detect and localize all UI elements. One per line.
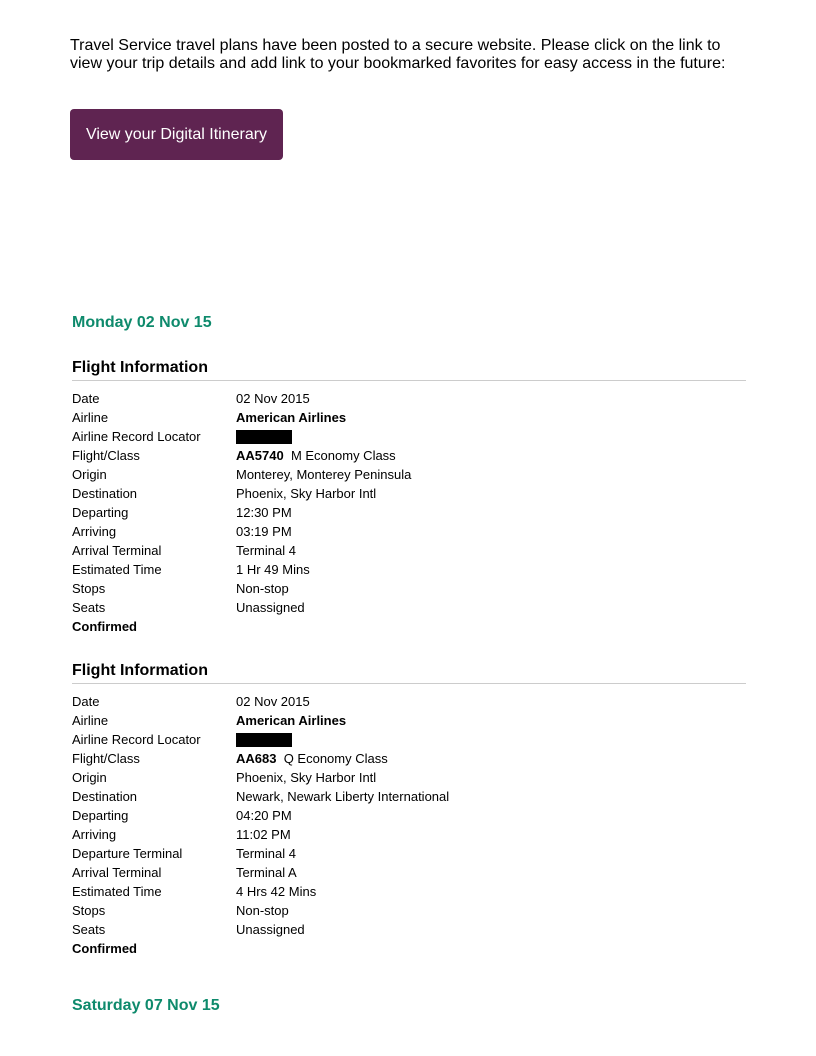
value-stops: Non-stop: [236, 581, 289, 596]
label-origin: Origin: [72, 467, 107, 482]
flight-details: [72, 692, 746, 958]
value-airline: American Airlines: [236, 410, 347, 425]
value-destination: Phoenix, Sky Harbor Intl: [236, 486, 377, 501]
row-arriving: [72, 825, 746, 844]
row-departing: [72, 503, 746, 522]
value-flight-class: [236, 749, 746, 768]
view-itinerary-button[interactable]: View your Digital Itinerary: [70, 109, 283, 160]
label-airline: Airline: [72, 713, 109, 728]
day-heading-monday: Monday 02 Nov 15: [72, 314, 212, 331]
row-arriving: [72, 522, 746, 541]
section-title: Flight Information: [72, 359, 746, 381]
redaction-bar: [236, 430, 292, 444]
row-date: [72, 389, 746, 408]
intro-text: [70, 37, 750, 73]
row-origin: [72, 465, 746, 484]
value-departure-terminal: Terminal 4: [236, 846, 296, 861]
intro-line-2: view your trip details and add link to your bookmarked favorites for easy access in the future:: [70, 55, 726, 72]
value-date: 02 Nov 2015: [236, 391, 310, 406]
label-arrival-terminal: Arrival Terminal: [72, 543, 162, 558]
value-record-locator: [236, 427, 746, 446]
label-destination: Destination: [72, 789, 138, 804]
row-flight-class: [72, 446, 746, 465]
row-seats: [72, 598, 746, 617]
row-flight-class: [72, 749, 746, 768]
value-record-locator: [236, 730, 746, 749]
label-departing: Departing: [72, 808, 129, 823]
label-departing: Departing: [72, 505, 129, 520]
value-departing: 12:30 PM: [236, 505, 292, 520]
label-record-locator: Airline Record Locator: [72, 732, 201, 747]
value-arriving: 11:02 PM: [236, 827, 291, 842]
row-origin: [72, 768, 746, 787]
status-confirmed: Confirmed: [72, 941, 137, 956]
label-estimated-time: Estimated Time: [72, 562, 162, 577]
value-origin: Monterey, Monterey Peninsula: [236, 467, 412, 482]
row-airline: [72, 711, 746, 730]
label-arriving: Arriving: [72, 827, 117, 842]
label-estimated-time: Estimated Time: [72, 884, 162, 899]
label-origin: Origin: [72, 770, 107, 785]
label-stops: Stops: [72, 903, 106, 918]
label-destination: Destination: [72, 486, 138, 501]
label-record-locator: Airline Record Locator: [72, 429, 201, 444]
label-departure-terminal: Departure Terminal: [72, 846, 183, 861]
value-flight-class: [236, 446, 746, 465]
status-confirmed: Confirmed: [72, 619, 137, 634]
row-destination: [72, 787, 746, 806]
row-destination: [72, 484, 746, 503]
intro-line-1: Travel Service travel plans have been posted to a secure website. Please click on the link to: [70, 37, 721, 54]
label-arriving: Arriving: [72, 524, 117, 539]
row-departing: [72, 806, 746, 825]
value-departing: 04:20 PM: [236, 808, 292, 823]
day-heading-saturday: Saturday 07 Nov 15: [72, 997, 220, 1014]
value-estimated-time: 4 Hrs 42 Mins: [236, 884, 317, 899]
row-estimated-time: [72, 560, 746, 579]
value-arrival-terminal: Terminal A: [236, 865, 297, 880]
label-date: Date: [72, 391, 100, 406]
row-arrival-terminal: [72, 863, 746, 882]
flight-number: AA683: [236, 751, 277, 766]
label-flight-class: Flight/Class: [72, 751, 140, 766]
section-title: Flight Information: [72, 662, 746, 684]
label-seats: Seats: [72, 922, 106, 937]
row-stops: [72, 901, 746, 920]
label-airline: Airline: [72, 410, 109, 425]
value-destination: Newark, Newark Liberty International: [236, 789, 450, 804]
row-arrival-terminal: [72, 541, 746, 560]
value-arriving: 03:19 PM: [236, 524, 292, 539]
label-date: Date: [72, 694, 100, 709]
label-stops: Stops: [72, 581, 106, 596]
value-origin: Phoenix, Sky Harbor Intl: [236, 770, 377, 785]
flight-class: Q Economy Class: [283, 751, 388, 766]
row-airline: [72, 408, 746, 427]
flight-number: AA5740: [236, 448, 284, 463]
value-seats: Unassigned: [236, 600, 305, 615]
value-seats: Unassigned: [236, 922, 305, 937]
flight-information-1: [72, 359, 746, 636]
value-stops: Non-stop: [236, 903, 289, 918]
label-flight-class: Flight/Class: [72, 448, 140, 463]
label-arrival-terminal: Arrival Terminal: [72, 865, 162, 880]
redaction-bar: [236, 733, 292, 747]
value-date: 02 Nov 2015: [236, 694, 310, 709]
value-arrival-terminal: Terminal 4: [236, 543, 296, 558]
flight-class: M Economy Class: [290, 448, 396, 463]
value-estimated-time: 1 Hr 49 Mins: [236, 562, 310, 577]
row-record-locator: [72, 427, 746, 446]
row-seats: [72, 920, 746, 939]
label-seats: Seats: [72, 600, 106, 615]
row-record-locator: [72, 730, 746, 749]
row-estimated-time: [72, 882, 746, 901]
value-airline: American Airlines: [236, 713, 347, 728]
flight-information-2: [72, 662, 746, 958]
flight-details: [72, 389, 746, 636]
row-stops: [72, 579, 746, 598]
row-date: [72, 692, 746, 711]
row-departure-terminal: [72, 844, 746, 863]
